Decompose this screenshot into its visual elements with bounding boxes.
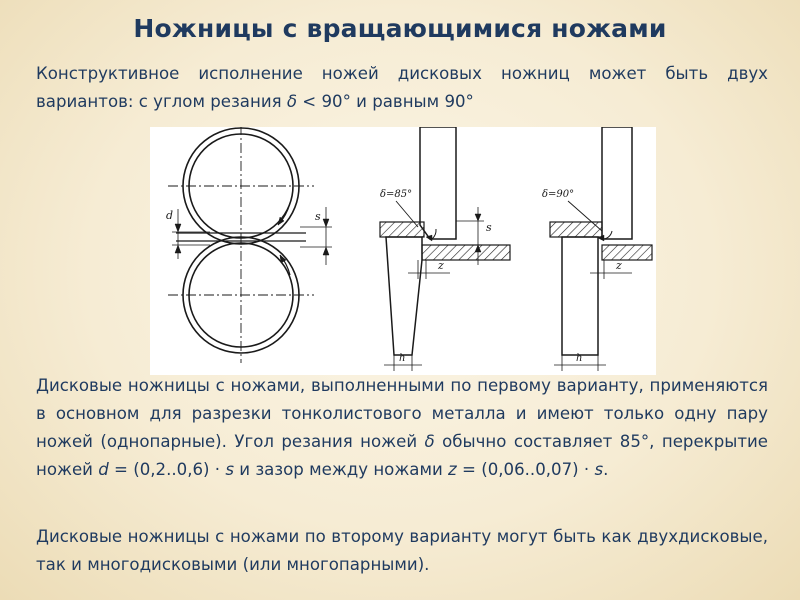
label-h-mid: h bbox=[399, 353, 406, 364]
intro-text: Конструктивное исполнение ножей дисковых ножниц может быть двух вариантов: с углом резания bbox=[36, 64, 768, 111]
p2-text-1: Дисковые ножницы с ножами, выполненными по первому варианту, применяются в основном для разрезки тонколистового металла и имеют только одну пару ножей (однопарные). Угол резания ножей bbox=[36, 376, 768, 451]
intro-rest: < 90° и равным 90° bbox=[297, 92, 474, 111]
intro-delta: δ bbox=[286, 92, 298, 111]
p2-s2: s bbox=[594, 460, 604, 479]
knives-figure bbox=[150, 127, 656, 375]
p2-text-4: и зазор между ножами bbox=[233, 460, 449, 479]
label-s-mid: s bbox=[486, 221, 492, 234]
p2-z: z bbox=[448, 460, 457, 479]
knife-90-drawing bbox=[550, 127, 652, 371]
paragraph-second-variant: Дисковые ножницы с ножами по второму варианту могут быть как двухдисковые, так и многодисковыми (или многопарными). bbox=[36, 527, 768, 574]
label-z-right: z bbox=[616, 259, 622, 272]
slide-title: Ножницы с вращающимися ножами bbox=[133, 14, 667, 43]
label-h-right: h bbox=[576, 353, 583, 364]
paragraph-first-variant bbox=[36, 372, 768, 484]
intro-paragraph bbox=[36, 60, 768, 116]
label-z-mid: z bbox=[438, 259, 444, 272]
p2-text-2: обычно составляет 85°, перекрытие ножей bbox=[36, 432, 768, 479]
p2-s: s bbox=[225, 460, 234, 479]
angle-label-90: δ=90° bbox=[542, 189, 575, 200]
p2-text-3: = (0,2..0,6) · bbox=[108, 460, 226, 479]
disc-pair-drawing bbox=[168, 127, 332, 363]
p2-text-5: = (0,06..0,07) · bbox=[456, 460, 595, 479]
label-d: d bbox=[166, 209, 174, 222]
p2-d: d bbox=[98, 460, 109, 479]
p2-text-6: . bbox=[603, 460, 609, 479]
knife-85-drawing bbox=[380, 127, 510, 371]
p2-delta: δ bbox=[424, 432, 435, 451]
angle-label-85: δ=85° bbox=[380, 189, 413, 200]
label-s-left: s bbox=[315, 210, 321, 223]
